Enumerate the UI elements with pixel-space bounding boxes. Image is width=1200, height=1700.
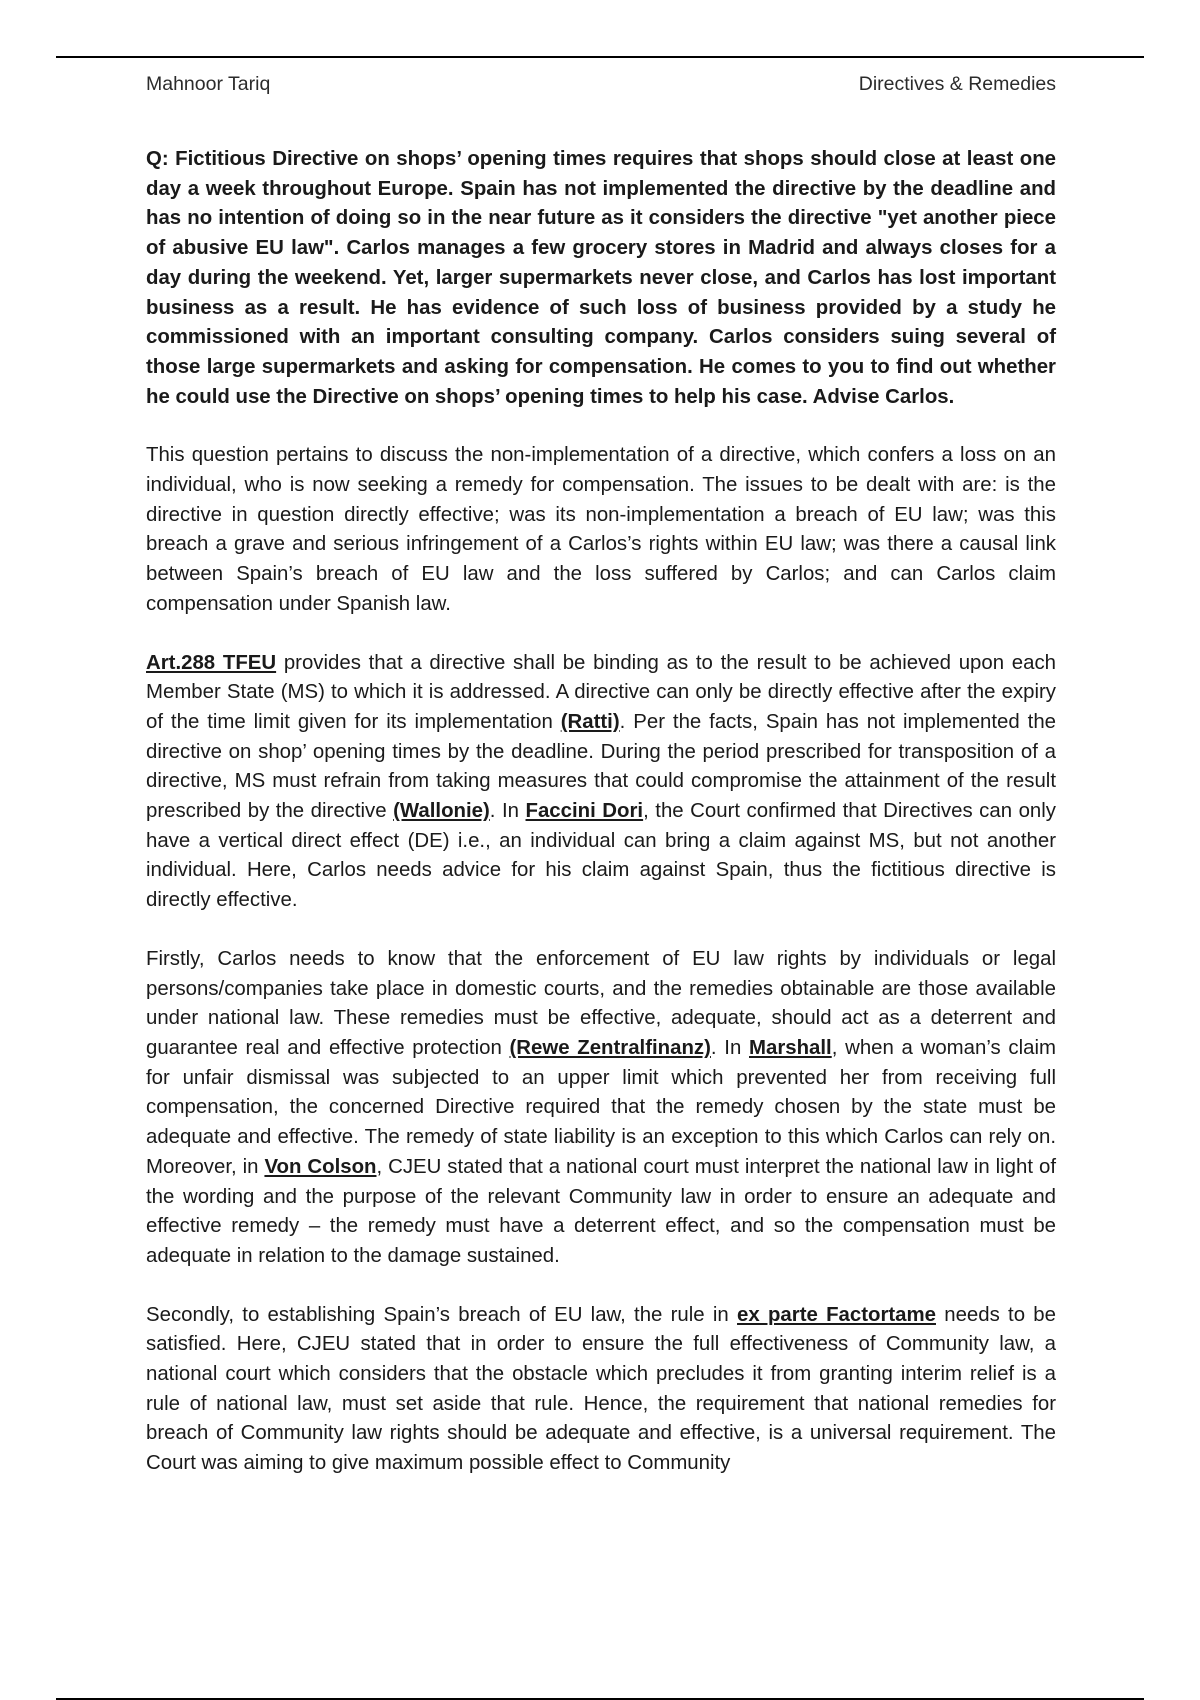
p4-text-2: needs to be satisfied. Here, CJEU stated that in order to ensure the full effectiveness of Community law, a national court which considers that the obstacle which precludes it from granting interim relief is a rule of national law, must set aside that rule. Hence, the requirement that national remedies for breach of Community law rights should be adequate and effective, is a universal requirement. The Court was aiming to give maximum possible effect to Community — [146, 1303, 1056, 1475]
case-art-288: Art.288 TFEU — [146, 651, 277, 674]
p2-text-3: . In — [489, 800, 526, 823]
case-factortame: ex parte Factortame — [737, 1303, 936, 1326]
question-paragraph: Q: Fictitious Directive on shops’ opening times requires that shops should close at least one day a week throughout Europe. Spain has not implemented the directive by the deadline and has no intention of doing so in the near future as it considers the directive "yet another piece of abusive EU law". Carlos manages a few grocery stores in Madrid and always closes for a day during the weekend. Yet, larger supermarkets never close, and Carlos has lost important business as a result. He has evidence of such loss of business provided by a study he commissioned with an important consulting company. Carlos considers suing several of those large supermarkets and asking for compensation. He comes to you to find out whether he could use the Directive on shops’ opening times to help his case. Advise Carlos. — [146, 148, 1056, 408]
p3-text-1: Firstly, Carlos needs to know that the enforcement of EU law rights by individuals or legal persons/companies take place in domestic courts, and the remedies obtainable are those available under national law. These remedies must be effective, adequate, should act as a deterrent and guarantee real and effective protection — [146, 947, 1056, 1059]
intro-paragraph: This question pertains to discuss the non-implementation of a directive, which confers a loss on an individual, who is now seeking a remedy for compensation. The issues to be dealt with are: is the directive in question directly effective; was its non-implementation a breach of EU law; was this breach a grave and serious infringement of a Carlos’s rights within EU law; was there a causal link between Spain’s breach of EU law and the loss suffered by Carlos; and can Carlos claim compensation under Spanish law. — [146, 444, 1056, 615]
case-ratti: (Ratti) — [560, 710, 620, 733]
page-header — [146, 73, 1056, 96]
case-rewe-zentralfinanz: (Rewe Zentralfinanz) — [509, 1036, 711, 1059]
p3-text-3: , when a woman’s claim for unfair dismissal was subjected to an upper limit which prevented her from receiving full compensation, the concerned Directive required that the remedy chosen by the state must be adequate and effective. The remedy of state liability is an exception to this which Carlos can rely on. Moreover, in — [146, 1036, 1056, 1178]
p4-text-1: Secondly, to establishing Spain’s breach of EU law, the rule in — [146, 1303, 738, 1326]
breach-paragraph — [146, 1301, 1056, 1479]
case-faccini-dori: Faccini Dori — [525, 800, 644, 823]
case-von-colson: Von Colson — [264, 1155, 377, 1178]
document-body — [146, 145, 1056, 1508]
header-topic: Directives & Remedies — [858, 73, 1056, 95]
header-author: Mahnoor Tariq — [146, 73, 271, 95]
header-rule — [56, 56, 1144, 58]
p2-text-2: . Per the facts, Spain has not implemented the directive on shop’ opening times by the deadline. During the period prescribed for transposition of a directive, MS must refrain from taking measures that could compromise the attainment of the result prescribed by the directive — [146, 710, 1056, 823]
p3-text-2: . In — [710, 1036, 749, 1059]
remedies-paragraph — [146, 945, 1056, 1272]
direct-effect-paragraph — [146, 649, 1056, 916]
case-wallonie: (Wallonie) — [393, 800, 490, 823]
p2-text-4: , the Court confirmed that Directives can only have a vertical direct effect (DE) i.e., an individual can bring a claim against MS, but not another individual. Here, Carlos needs advice for his claim against Spain, thus the fictitious directive is directly effective. — [146, 800, 1056, 912]
p2-text-1: provides that a directive shall be binding as to the result to be achieved upon each Member State (MS) to which it is addressed. A directive can only be directly effective after the expiry of the time limit given for its implementation — [146, 651, 1056, 733]
case-marshall: Marshall — [749, 1036, 832, 1059]
p3-text-4: , CJEU stated that a national court must interpret the national law in light of the wording and the purpose of the relevant Community law in order to ensure an adequate and effective remedy – the remedy must have a deterrent effect, and so the compensation must be adequate in relation to the damage sustained. — [146, 1155, 1056, 1267]
